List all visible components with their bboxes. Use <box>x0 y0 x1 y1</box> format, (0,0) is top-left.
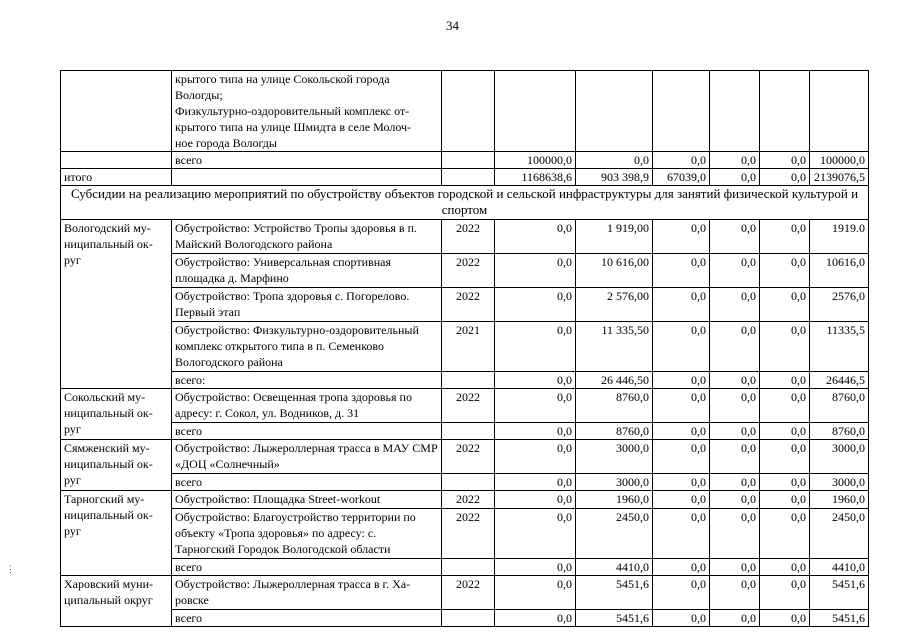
itogo-value: 0,0 <box>760 169 810 186</box>
total-value: 26446,5 <box>810 372 869 389</box>
value-cell: 0,0 <box>760 440 810 474</box>
table-row <box>61 186 869 220</box>
district-name: Тарногский му-ниципальный ок-руг <box>61 491 172 576</box>
value-cell: 0,0 <box>495 254 576 288</box>
object-name: Обустройство: Физкультурно-оздоровительный комплекс открытого типа в п. Семенково Вологодского района <box>172 322 442 372</box>
year-cell <box>442 169 495 186</box>
total-label: всего: <box>172 372 442 389</box>
table-row <box>61 440 869 474</box>
value-cell: 5451,6 <box>810 576 869 610</box>
value-cell: 0,0 <box>710 152 760 169</box>
table-row <box>61 288 869 322</box>
empty-cell <box>576 71 653 152</box>
table-row <box>61 372 869 389</box>
value-cell: 0,0 <box>760 288 810 322</box>
total-value: 0,0 <box>710 423 760 440</box>
value-cell: 0,0 <box>495 491 576 509</box>
value-cell: 0,0 <box>710 440 760 474</box>
table-row <box>61 491 869 509</box>
value-cell: 0,0 <box>760 576 810 610</box>
object-name: Обустройство: Благоустройство территории по объекту «Тропа здоровья» по адресу: с. Тарногский Городок Вологодской области <box>172 509 442 559</box>
table-row <box>61 71 869 152</box>
itogo-value: 67039,0 <box>653 169 710 186</box>
total-value: 0,0 <box>653 372 710 389</box>
object-text-line: Вологды; <box>175 88 223 102</box>
value-cell: 0,0 <box>576 152 653 169</box>
value-cell: 0,0 <box>653 509 710 559</box>
value-cell: 0,0 <box>495 220 576 254</box>
value-cell: 0,0 <box>653 220 710 254</box>
object-name: Обустройство: Тропа здоровья с. Погорелово. Первый этап <box>172 288 442 322</box>
value-cell: 0,0 <box>710 288 760 322</box>
empty-cell <box>653 71 710 152</box>
year-cell <box>442 152 495 169</box>
total-value: 3000,0 <box>576 474 653 491</box>
total-label: всего <box>172 152 442 169</box>
value-cell: 11 335,50 <box>576 322 653 372</box>
year-cell: 2022 <box>442 288 495 322</box>
value-cell: 0,0 <box>495 288 576 322</box>
object-text-line: Физкультурно-оздоровительный комплекс от- <box>175 104 410 118</box>
year-cell: 2022 <box>442 389 495 423</box>
value-cell: 0,0 <box>653 322 710 372</box>
value-cell: 1919.0 <box>810 220 869 254</box>
total-value: 3000,0 <box>810 474 869 491</box>
value-cell: 1 919,00 <box>576 220 653 254</box>
total-label: всего <box>172 559 442 576</box>
table-row <box>61 152 869 169</box>
district-name: Сокольский му-ниципальный ок-руг <box>61 389 172 440</box>
value-cell: 3000,0 <box>810 440 869 474</box>
total-value: 0,0 <box>760 610 810 627</box>
total-value: 0,0 <box>653 423 710 440</box>
district-name: Сямженский му-ниципальный ок-руг <box>61 440 172 491</box>
total-value: 0,0 <box>760 474 810 491</box>
year-cell <box>442 610 495 627</box>
value-cell: 2450,0 <box>810 509 869 559</box>
table-row <box>61 509 869 559</box>
year-cell <box>442 372 495 389</box>
value-cell: 100000,0 <box>810 152 869 169</box>
value-cell: 100000,0 <box>495 152 576 169</box>
total-value: 0,0 <box>653 474 710 491</box>
year-cell: 2022 <box>442 491 495 509</box>
value-cell: 0,0 <box>710 220 760 254</box>
total-value: 0,0 <box>710 559 760 576</box>
empty-cell <box>442 71 495 152</box>
district-name: Харовский муни-ципальный округ <box>61 576 172 627</box>
year-cell <box>442 474 495 491</box>
table-row <box>61 254 869 288</box>
total-value: 8760,0 <box>576 423 653 440</box>
total-label: всего <box>172 474 442 491</box>
itogo-value: 903 398,9 <box>576 169 653 186</box>
total-value: 0,0 <box>495 372 576 389</box>
value-cell: 0,0 <box>495 389 576 423</box>
total-value: 0,0 <box>653 610 710 627</box>
object-cell <box>172 71 442 152</box>
total-value: 0,0 <box>495 423 576 440</box>
table-row <box>61 559 869 576</box>
itogo-value: 2139076,5 <box>810 169 869 186</box>
table-row <box>61 610 869 627</box>
total-value: 0,0 <box>495 474 576 491</box>
total-value: 4410,0 <box>810 559 869 576</box>
total-value: 8760,0 <box>810 423 869 440</box>
value-cell: 0,0 <box>653 491 710 509</box>
year-cell: 2021 <box>442 322 495 372</box>
district-cell <box>61 152 172 169</box>
table-row <box>61 389 869 423</box>
object-name: Обустройство: Освещенная тропа здоровья по адресу: г. Сокол, ул. Водников, д. 31 <box>172 389 442 423</box>
table-row <box>61 576 869 610</box>
year-cell <box>442 423 495 440</box>
object-name: Обустройство: Лыжероллерная трасса в г. Ха-ровске <box>172 576 442 610</box>
margin-mark: ⋮ <box>6 564 15 574</box>
total-value: 0,0 <box>653 559 710 576</box>
value-cell: 0,0 <box>760 254 810 288</box>
value-cell: 0,0 <box>710 322 760 372</box>
district-name: Вологодский му-ниципальный ок-руг <box>61 220 172 389</box>
district-cell <box>61 71 172 152</box>
total-value: 0,0 <box>710 474 760 491</box>
total-value: 0,0 <box>760 372 810 389</box>
total-value: 0,0 <box>495 559 576 576</box>
value-cell: 0,0 <box>760 509 810 559</box>
object-name: Обустройство: Устройство Тропы здоровья в п. Майский Вологодского района <box>172 220 442 254</box>
empty-cell <box>760 71 810 152</box>
total-value: 0,0 <box>760 559 810 576</box>
value-cell: 0,0 <box>653 389 710 423</box>
value-cell: 0,0 <box>653 152 710 169</box>
value-cell: 0,0 <box>495 440 576 474</box>
object-cell <box>172 169 442 186</box>
value-cell: 10 616,00 <box>576 254 653 288</box>
total-value: 0,0 <box>495 610 576 627</box>
itogo-value: 0,0 <box>710 169 760 186</box>
total-value: 0,0 <box>710 610 760 627</box>
value-cell: 0,0 <box>760 322 810 372</box>
value-cell: 0,0 <box>495 509 576 559</box>
total-value: 5451,6 <box>810 610 869 627</box>
empty-cell <box>495 71 576 152</box>
value-cell: 5451,6 <box>576 576 653 610</box>
object-text-line: крытого типа на улице Сокольской города <box>175 72 390 86</box>
total-value: 26 446,50 <box>576 372 653 389</box>
value-cell: 0,0 <box>760 491 810 509</box>
value-cell: 0,0 <box>710 509 760 559</box>
subsidy-table <box>60 70 869 627</box>
value-cell: 10616,0 <box>810 254 869 288</box>
table-row <box>61 423 869 440</box>
value-cell: 0,0 <box>653 254 710 288</box>
value-cell: 2450,0 <box>576 509 653 559</box>
year-cell: 2022 <box>442 220 495 254</box>
itogo-label: итого <box>61 169 172 186</box>
object-text-line: крытого типа на улице Шмидта в селе Молоч- <box>175 120 412 134</box>
object-name: Обустройство: Площадка Street-workout <box>172 491 442 509</box>
total-value: 5451,6 <box>576 610 653 627</box>
value-cell: 3000,0 <box>576 440 653 474</box>
value-cell: 2 576,00 <box>576 288 653 322</box>
value-cell: 8760,0 <box>810 389 869 423</box>
year-cell: 2022 <box>442 509 495 559</box>
section-title: Субсидии на реализацию мероприятий по обустройству объектов городской и сельской инфраструктуры для занятий физической культурой и спортом <box>61 186 869 220</box>
object-name: Обустройство: Универсальная спортивная площадка д. Марфино <box>172 254 442 288</box>
value-cell: 1960,0 <box>576 491 653 509</box>
value-cell: 11335,5 <box>810 322 869 372</box>
value-cell: 0,0 <box>495 576 576 610</box>
total-value: 4410,0 <box>576 559 653 576</box>
total-label: всего <box>172 610 442 627</box>
value-cell: 8760,0 <box>576 389 653 423</box>
itogo-value: 1168638,6 <box>495 169 576 186</box>
total-value: 0,0 <box>760 423 810 440</box>
value-cell: 0,0 <box>760 220 810 254</box>
table-row <box>61 474 869 491</box>
empty-cell <box>710 71 760 152</box>
table-row <box>61 322 869 372</box>
value-cell: 0,0 <box>653 440 710 474</box>
page-number: 34 <box>446 18 459 33</box>
value-cell: 0,0 <box>710 491 760 509</box>
value-cell: 1960,0 <box>810 491 869 509</box>
table-row <box>61 220 869 254</box>
total-value: 0,0 <box>710 372 760 389</box>
table-row <box>61 169 869 186</box>
value-cell: 0,0 <box>495 322 576 372</box>
value-cell: 0,0 <box>760 152 810 169</box>
year-cell: 2022 <box>442 254 495 288</box>
year-cell <box>442 559 495 576</box>
value-cell: 0,0 <box>710 576 760 610</box>
value-cell: 0,0 <box>710 254 760 288</box>
value-cell: 0,0 <box>710 389 760 423</box>
object-text-line: ное города Вологды <box>175 136 277 150</box>
total-label: всего <box>172 423 442 440</box>
year-cell: 2022 <box>442 576 495 610</box>
value-cell: 0,0 <box>653 288 710 322</box>
value-cell: 0,0 <box>653 576 710 610</box>
value-cell: 2576,0 <box>810 288 869 322</box>
value-cell: 0,0 <box>760 389 810 423</box>
empty-cell <box>810 71 869 152</box>
year-cell: 2022 <box>442 440 495 474</box>
object-name: Обустройство: Лыжероллерная трасса в МАУ СМР «ДОЦ «Солнечный» <box>172 440 442 474</box>
